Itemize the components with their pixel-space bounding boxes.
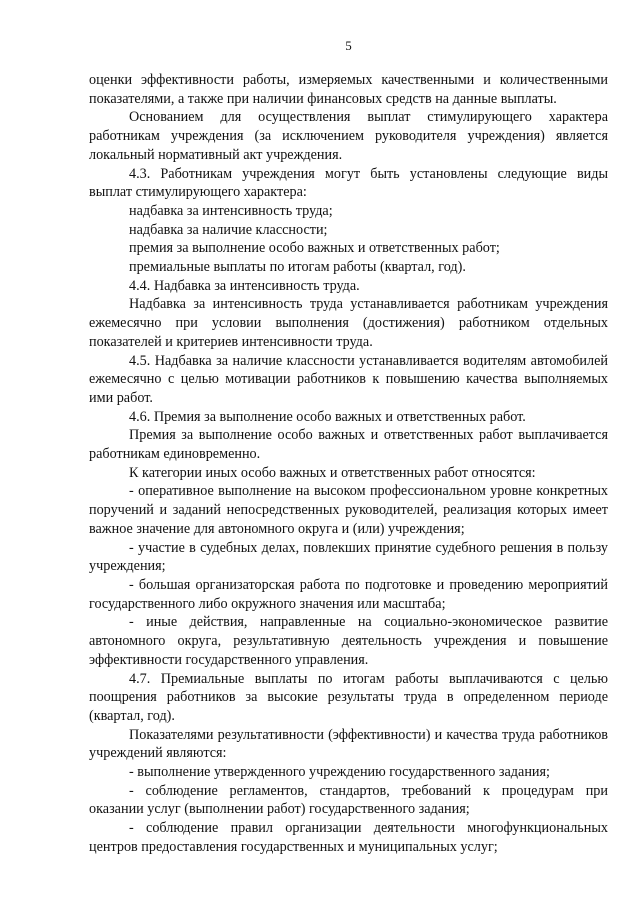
clause-4-7: 4.7. Премиальные выплаты по итогам работы выплачиваются с целью поощрения работников за высокие результаты труда в определенном периоде (квартал, год). <box>89 670 608 724</box>
list-item-intensity: надбавка за интенсивность труда; <box>129 202 333 219</box>
list-item-class: надбавка за наличие классности; <box>129 221 328 238</box>
clause-4-4: 4.4. Надбавка за интенсивность труда. <box>129 277 360 294</box>
clause-4-5: 4.5. Надбавка за наличие классности устанавливается водителям автомобилей ежемесячно с целью мотивации работников к повышению качества выполняемых ими работ. <box>89 352 608 406</box>
paragraph-indicators: Показателями результативности (эффективности) и качества труда работников учреждений являются: <box>89 726 608 762</box>
page-number: 5 <box>345 38 352 53</box>
document-body <box>89 71 608 857</box>
paragraph-intensity: Надбавка за интенсивность труда устанавливается работникам учреждения ежемесячно при условии выполнения (достижения) работником отдельных показателей и критериев интенсивности труда. <box>89 296 608 350</box>
dash-item-assignment: - выполнение утвержденного учреждению государственного задания; <box>129 764 550 781</box>
clause-4-3: 4.3. Работникам учреждения могут быть установлены следующие виды выплат стимулирующего характера: <box>89 165 608 201</box>
dash-item-organizing: - большая организаторская работа по подготовке и проведению мероприятий государственного либо окружного значения или масштаба; <box>89 576 608 612</box>
paragraph-continuation: оценки эффективности работы, измеряемых качественными и количественными показателями, а также при наличии финансовых средств на данные выплаты. <box>89 72 608 107</box>
list-item-bonus: премиальные выплаты по итогам работы (квартал, год). <box>129 259 466 276</box>
dash-item-regulations: - соблюдение регламентов, стандартов, требований к процедурам при оказании услуг (выполнении работ) государственного задания; <box>89 782 608 818</box>
dash-item-operative: - оперативное выполнение на высоком профессиональном уровне конкретных поручений и заданий непосредственных руководителей, реализация которых имеет важное значение для автономного округа и (или) учреждения; <box>89 483 608 537</box>
list-item-premium: премия за выполнение особо важных и ответственных работ; <box>129 240 500 257</box>
dash-item-mfc-rules: - соблюдение правил организации деятельности многофункциональных центров предоставления государственных и муниципальных услуг; <box>89 820 608 855</box>
clause-4-6: 4.6. Премия за выполнение особо важных и ответственных работ. <box>129 408 526 425</box>
paragraph-premium: Премия за выполнение особо важных и ответственных работ выплачивается работникам единовременно. <box>89 427 608 463</box>
dash-item-other: - иные действия, направленные на социально-экономическое развитие автономного округа, результативную деятельность учреждения и повышение эффективности государственного управления. <box>89 614 608 668</box>
dash-item-court: - участие в судебных делах, повлекших принятие судебного решения в пользу учреждения; <box>89 539 608 575</box>
paragraph-basis: Основанием для осуществления выплат стимулирующего характера работникам учреждения (за исключением руководителя учреждения) является локальный нормативный акт учреждения. <box>89 109 608 163</box>
paragraph-categories: К категории иных особо важных и ответственных работ относятся: <box>129 464 536 481</box>
